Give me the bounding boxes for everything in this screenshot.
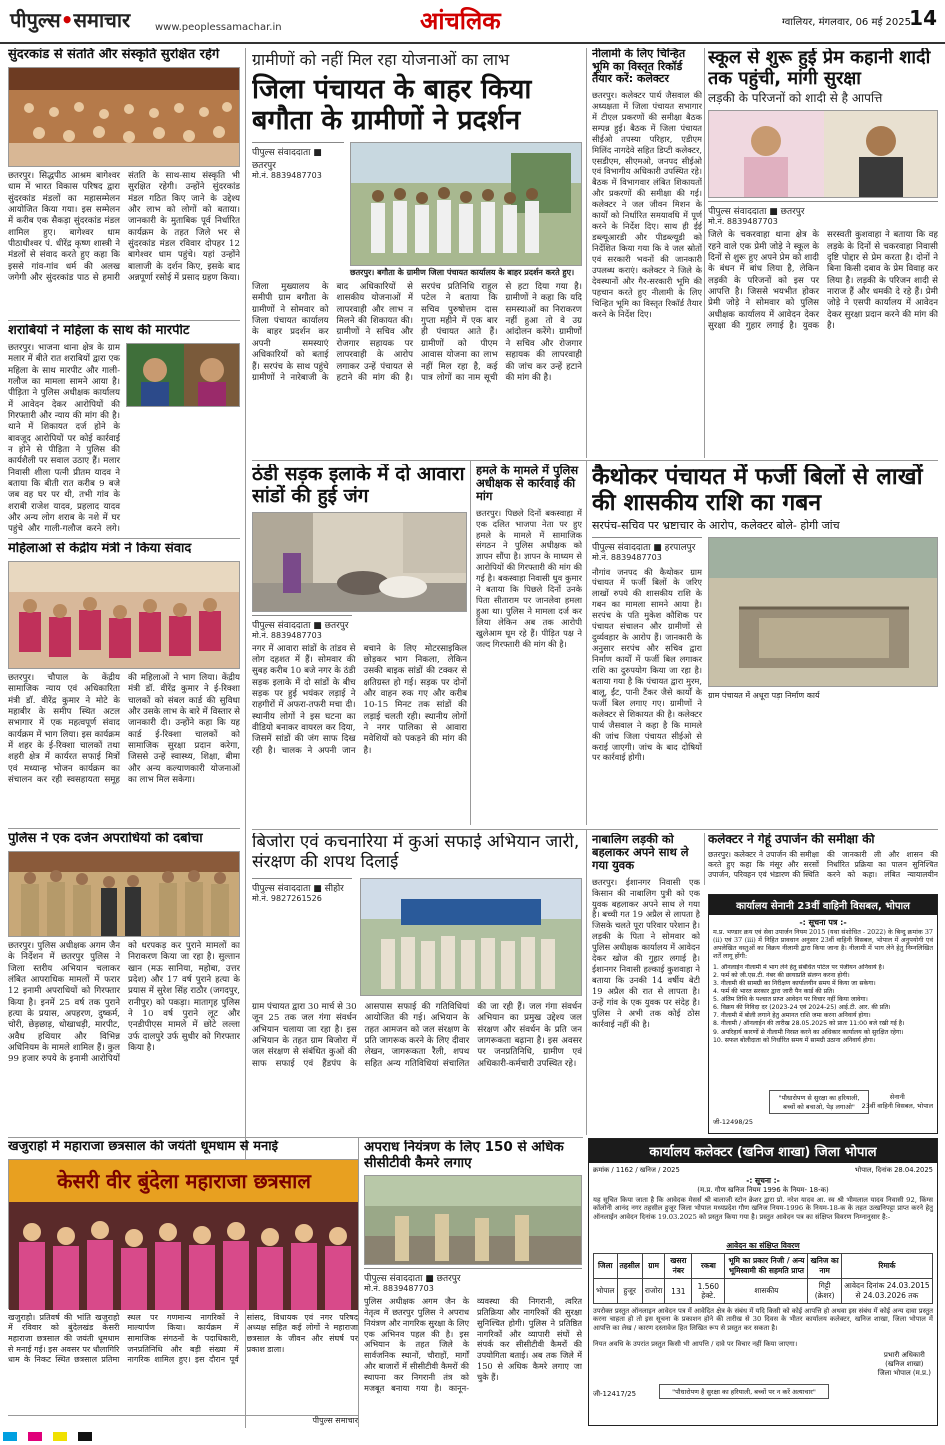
story-body: जिला मुख्यालय के समीपी ग्राम बगौता के ग्रामीणों ने सोमवार को जिला पंचायत कार्यालय के बाहर प्रदर्शन कर अपनी समस्याएं अधिकारियों को बताई हैं। सरपंच के साथ पहुंचे ग्रामीणों ने नारेबाजी के बाद अधिकारियों से शासकीय योजनाओं में लापरवाही और लाभ न मिलने की शिकायत की। ग्रामीणों ने सचिव और रोजगार सहायक पर लापरवाही के आरोप लगाकर उन्हें पंचायत से हटाने की मांग की है। सरपंच प्रतिनिधि राहुल पटेल ने बताया कि सचिव पुरुषोत्तम दास गुप्ता महीने में एक बार ही पंचायत आते हैं। ग्रामीणों को पीएम आवास योजना का लाभ नहीं मिल रहा है, कई पात्र लोगों का नाम सूची से हटा दिया गया है। ग्रामीणों ने कहा कि यदि समस्याओं का निराकरण नहीं हुआ तो वे उग्र आंदोलन करेंगे। ग्रामीणों ने सचिव और रोजगार सहायक की लापरवाही की जांच कर उन्हें हटाने की मांग की है। — [252, 282, 582, 383]
column-divider — [470, 460, 471, 825]
ad-signatory — [862, 1092, 933, 1110]
headline: नीलामी के लिए चिन्हित भूमि का विस्तृत रिकॉर्ड तैयार करें: कलेक्टर — [592, 48, 686, 86]
headline: शराबियों ने महिला के साथ की मारपीट — [8, 324, 190, 338]
protest-photo — [350, 142, 582, 266]
story-body: छतरपुर। चौपाल के केंद्रीय सामाजिक न्याय एवं अधिकारिता मंत्री डॉ. वीरेंद्र कुमार ने मोटे के महाबीर के समीप स्थित अटल सभागार में एक महत्वपूर्ण संवाद कार्यक्रम में भाग लिया। इस कार्यक्रम में शहर के ई-रिक्शा चालकों तथा शहरी क्षेत्र में कार्यरत सफाई मित्रों एवं मध्यान्ह भोजन कार्यक्रम का संचालन कर रही स्वसहायता समूह की महिलाओं ने भाग लिया। केंद्रीय मंत्री डॉ. वीरेंद्र कुमार ने ई-रिक्शा चालकों को संबल कार्ड की सुविधा और उसके लाभ के बारे में विस्तार से जानकारी दी। उन्होंने कहा कि यह कार्ड ई-रिक्शा चालकों को सामाजिक सुरक्षा प्रदान करेगा, जिससे उन्हें स्वास्थ्य, शिक्षा, बीमा और अन्य कल्याणकारी योजनाओं का लाभ मिल सकेगा। — [8, 672, 240, 786]
construction-photo — [708, 537, 938, 687]
story-body: जिले के चकरवाहा थाना क्षेत्र के रहने वाले एक प्रेमी जोड़े ने स्कूल के दिनों से शुरू हुए अपने प्रेम को शादी के बंधन में बांध लिया है, लेकिन लड़की के परिजनों को इस पर आपत्ति है। जिससे भयभीत होकर प्रेमी जोड़े ने सोमवार को पुलिस अधीक्षक कार्यालय में आवेदन देकर सुरक्षा की गुहार लगाई है। युवक सरस्वती कुशवाहा ने बताया कि वह लड़के के दिनों से चकरवाहा निवासी दृष्टि पोद्दार से प्रेम करता है। दोनों ने बिना किसी दबाव के प्रेम विवाह कर लिया है। लड़की के परिजन शादी से नाराज हैं और धमकी दे रहे हैं। प्रेमी जोड़े ने एसपी कार्यालय में आवेदन देकर सुरक्षा प्रदान करने की मांग की है। — [708, 230, 938, 331]
story-body: नौगांव जनपद की कैथोकर ग्राम पंचायत में फर्जी बिलों के जरिए लाखों रुपये की शासकीय राशि के गबन का मामला सामने आया है। सरपंच के पति मुकेश कौशिक पर पंचायत संचालन और ग्रामीणों से दुर्व्यवहार के आरोप हैं। जानकारी के अनुसार सरपंच और सचिव द्वारा निर्माण कार्यों में फर्जी बिल लगाकर राशि का दुरुपयोग किया जा रहा है। बताया गया है कि पंचायत द्वारा मुरम, बालू, ईंट, पानी टैंकर जैसे कार्यों के फर्जी बिल लगाए गए। ग्रामीणों ने कलेक्टर से शिकायत की है। कलेक्टर पार्थ जैसवाल ने कहा है कि मामले की जांच जिला पंचायत सीईओ से कराई जाएगी। जांच के बाद दोषियों पर कार्रवाई होगी। — [592, 566, 702, 763]
headline: नाबालिग लड़की को बहलाकर अपने साथ ले गया युवक — [592, 833, 689, 873]
headline: स्कूल से शुरू हुई प्रेम कहानी शादी तक पहुंची, मांगी सुरक्षा — [708, 48, 931, 89]
brand-dot-icon: • — [60, 8, 74, 32]
ad-condition: 9. अपरिहार्य कारणों से नीलामी निरस्त करने का अधिकार कार्यालय को सुरक्षित रहेगा। — [713, 1028, 904, 1036]
ad-khanij-notice — [588, 1138, 938, 1426]
story-prem — [708, 48, 938, 458]
ad-subtitle: -: सूचना पत्र :- — [799, 918, 847, 927]
headline: कलेक्टर ने गेहूं उपार्जन की समीक्षा की — [708, 833, 875, 846]
story-body: नगर में आवारा सांडों के तांडव से लोग दहशत में हैं। सोमवार की सुबह करीब 10 बजे नगर के ठंडी सड़क इलाके में दो सांडों के बीच सड़क पर हुई भयंकर लड़ाई ने राहगीरों में अफरा-तफरी मचा दी। स्थानीय लोगों ने इस घटना का वीडियो बनाकर वायरल कर दिया, जिसमें सांडों की जंग साफ दिख रही है। चालक ने अपनी जान बचाने के लिए मोटरसाइकिल छोड़कर भाग निकला, लेकिन उसकी बाइक सांडों की टक्कर से क्षतिग्रस्त हो गई। सड़क पर दोनों और वाहन रुक गए और करीब 10-15 मिनट तक सांडों की लड़ाई चलती रही। स्थानीय लोगों ने नगर पालिका से आवारा मवेशियों को पकड़ने की मांग की है। — [252, 643, 467, 756]
table-cell: हुजूर — [617, 1279, 642, 1304]
ad-condition: 7. नीलामी में बोली लगाने हेतु अमानत राशि जमा करना अनिवार्य होगा। — [713, 1012, 871, 1020]
ad-conditions-list — [709, 964, 937, 1088]
headline: बिजोरा एवं कचनारिया में कुआं सफाई अभियान जारी, संरक्षण की शपथ दिलाई — [252, 833, 580, 872]
ad-date: भोपाल, दिनांक 28.04.2025 — [854, 1166, 933, 1174]
section-title: आंचलिक — [420, 7, 501, 35]
ad-officer-line: प्रभारी अधिकारी — [883, 1350, 925, 1359]
crowd-photo — [8, 67, 240, 167]
story-body: छतरपुर। पुलिस अधीक्षक अगम जैन के निर्देशन में छतरपुर पुलिस ने जिला स्तरीय अभियान चलाकर लंबित आपराधिक मामलों में फरार 12 इनामी अपराधियों को गिरफ्तार किया है। इनमें 25 वर्ष तक पुराने हत्या के प्रयास, अपहरण, दुष्कर्म, चोरी, छेड़छाड़, धोखाधड़ी, मारपीट, अवैध हथियार और विभिन्न अधिनियम के मामले शामिल हैं। कुल 99 हजार रुपये के इनामी आरोपियों को धरपकड़ कर पुराने मामलों का निराकरण किया जा रहा है। सुल्तान खान (मऊ सानिया, महोबा, उत्तर प्रदेश) और 17 वर्ष पुराने हत्या के प्रयास में सुरेश सिंह राठौर (जगदपुर, रानीपुर) को पकड़ा। मातागृह पुलिस ने 10 वर्ष पुराने लूट और एनडीपीएस मामले में छोटे लल्ला उर्फ दालपुरे उर्फ सुधीर को गिरफ्तार किया है। — [8, 940, 240, 1065]
headline: अपराध नियंत्रण के लिए 150 से अधिक सीसीटीवी कैमरे लगाए — [364, 1140, 564, 1171]
couple-photo — [708, 110, 938, 198]
column-divider — [586, 48, 587, 458]
ad-slogan: "पौधारोपण है सुरक्षा का हरियाली, बच्चों पर न करें अत्याचार" — [659, 1384, 829, 1399]
ad-condition: 2. फर्म को जी.एस.टी. नंबर की छायाप्रति संलग्न करना होगी। — [713, 972, 850, 980]
ad-notice-2: नियत अवधि के उपरांत प्रस्तुत किसी भी आपत्ति / दावे पर विचार नहीं किया जाएगा। — [593, 1340, 798, 1348]
ad-sign-line: 23वीं वाहिनी विसबल, भोपाल — [861, 1102, 933, 1110]
ad-condition: 1. ऑनलाईन नीलामी में भाग लेने हेतु संबंधित पोर्टल पर पंजीयन अनिवार्य है। — [713, 964, 885, 971]
story-sundarkand — [8, 48, 240, 316]
police-photo — [8, 851, 240, 937]
ad-slogan: "पौधारोपण से सुरक्षा का हरियाली, बच्चों को बचाओ, पेड़ लगाओ" — [769, 1090, 869, 1114]
story-body: छतरपुर। सिद्धपीठ आश्रम बागेश्वर धाम में भारत विकास परिषद द्वारा सुंदरकांड मंडलों का महासम्मेलन आयोजित किया गया। इस सम्मेलन में करीब एक सैकड़ा सुंदरकांड मंडल शामिल हुए। बागेश्वर धाम पीठाधीश्वर पं. धीरेंद्र कृष्ण शास्त्री ने मंडलों से संवाद करते हुए कहा कि इससे गांव-गांव धर्म की अलख जगेगी और सुंदरकांड पाठ से हमारी संतति के साथ-साथ संस्कृति भी सुरक्षित रहेगी। उन्होंने सुंदरकांड मंडल गठित किए जाने के उद्देश्य और लाभ को लोगों को बताया। जानकारी के मुताबिक पूर्व निर्धारित कार्यक्रम के तहत जिले भर से सुंदरकांड मंडल रविवार दोपहर 12 बागेश्वर धाम पहुंचे। यहां उन्होंने बालाजी के दर्शन किए, इसके बाद अन्नपूर्णा रसोई में प्रसाद ग्रहण किया। — [8, 170, 240, 284]
brand-part-b: समाचार — [73, 8, 131, 32]
event-banner: केसरी वीर बुंदेला महाराजा छत्रसाल — [9, 1160, 358, 1202]
group-photo-people — [9, 1202, 358, 1310]
table-cell: आवेदन दिनांक 24.03.2015 से 24.03.2026 तक — [841, 1279, 932, 1304]
ad-condition: 4. फर्म की भारत सरकार द्वारा जारी पैन कार्ड की प्रति। — [713, 988, 835, 996]
ad-table-title: आवेदन का संक्षिप्त विवरण — [726, 1241, 800, 1250]
ad-condition: 10. सफल बोलीदाता को निर्धारित समय में सामग्री उठाना अनिवार्य होगा। — [713, 1036, 876, 1044]
ad-notice: उपरोक्त प्रस्तुत ऑनलाइन आवेदन पत्र में आवेदित क्षेत्र के संबंध में यदि किसी को कोई आपत्ति हो अथवा इस संबंध में कोई अन्य दावा प्रस्तुत करना चाहता हो तो इस सूचना के प्रकाशन होने की तारीख से 30 दिवस के भीतर कार्यालय कलेक्टर, खनिज शाखा, जिला भोपाल में आपत्ति का लेख / कारण दस्तावेज हित लिखित रूप से प्रस्तुत कर सकता है। — [593, 1307, 933, 1332]
photo-caption: छतरपुर। बगौता के ग्रामीण जिला पंचायत कार्यालय के बाहर प्रदर्शन करते हुए। — [350, 268, 575, 278]
story-hamla — [476, 464, 582, 824]
brand-part-a: पीपुल्स — [10, 8, 61, 32]
magenta-swatch — [28, 1432, 42, 1441]
table-cell: शासकीय — [725, 1279, 808, 1304]
story-mahila — [8, 542, 240, 822]
byline: पीपुल्स संवाददाता ■ छतरपुर — [708, 201, 938, 217]
story-kathokar — [592, 464, 938, 824]
story-bijora — [252, 833, 582, 1133]
table-cell: भोपाल — [594, 1279, 618, 1304]
cctv-photo — [364, 1175, 582, 1265]
well-cleaning-photo — [360, 878, 582, 996]
ad-details-table — [593, 1253, 933, 1304]
ad-condition: 5. अंतिम तिथि के पश्चात प्राप्त आवेदन पर विचार नहीं किया जावेगा। — [713, 996, 868, 1004]
mobile-number: मो.नं. 8839487703 — [252, 630, 322, 640]
byline: पीपुल्स संवाददाता ■ सीहोर — [252, 878, 352, 894]
ad-intro: म.प्र. भण्डार क्रय एवं सेवा उपार्जन नियम 2015 (यथा संशोधित - 2022) के बिन्दु क्रमांक 37 (ii) एवं 37 (iii) में निहित प्रावधान अनुसार 23वीं वाहिनी विसबल, भोपाल में अनुपयोगी एवं अपलेखित वस्तुओं का विक्रय नीलामी द्वारा किया जाना है। नीलामी में भाग लेने हेतु निम्नलिखित शर्तें लागू होंगी: — [713, 928, 933, 960]
dateline: ग्वालियर, मंगलवार, 06 मई 2025 — [782, 17, 911, 28]
byline: पीपुल्स संवाददाता ■ छतरपुर — [252, 142, 344, 171]
ad-officer-line: जिला भोपाल (म.प्र.) — [877, 1368, 931, 1377]
woman-photo — [126, 343, 240, 407]
story-gehun — [708, 833, 938, 891]
ad-condition: 8. नीलामी / ऑनलाईन की तारीख 28.05.2025 को प्रातः 11:00 बजे रखी गई है। — [713, 1020, 905, 1028]
table-header-cell: भूमि का प्रकार निजी / अन्य भूमिस्वामी की सहमति प्राप्त — [725, 1254, 808, 1279]
table-header-cell: ग्राम — [642, 1254, 665, 1279]
story-khajuraho — [8, 1140, 358, 1426]
byline: पीपुल्स संवाददाता ■ छतरपुर — [252, 615, 352, 631]
table-header-cell: खनिज का नाम — [808, 1254, 841, 1279]
ad-subtitle: -: सूचना :- — [746, 1176, 780, 1185]
mobile-number: मो.नं. 8839487703 — [364, 1284, 434, 1294]
cyan-swatch — [3, 1432, 17, 1441]
bulls-photo — [252, 512, 467, 612]
byline: पीपुल्स संवाददाता ■ हरपालपुर — [592, 537, 702, 553]
black-swatch — [78, 1432, 92, 1441]
headline: हमले के मामले में पुलिस अधीक्षक से कार्रवाई की मांग — [476, 464, 579, 504]
ad-footer-ref: जी-12417/25 — [593, 1389, 637, 1398]
headline: पुलिस ने एक दर्जन अपराधियों को दबोचा — [8, 832, 203, 846]
story-body: छतरपुर। कलेक्टर ने उपार्जन की समीक्षा करते हुए कहा कि मंसूर और सरसों उपार्जन, परिवहन एवं भंडारण की स्थिति की जानकारी ली और शासन की निर्धारित प्रक्रिया का पालन सुनिश्चित करने को कहा। लंबित न्यायालयीन — [708, 849, 938, 879]
story-body: पुलिस अधीक्षक अगम जैन के नेतृत्व में छतरपुर पुलिस ने अपराध नियंत्रण और नागरिक सुरक्षा के लिए एक अभिनव पहल की है। इस अभियान के तहत जिले के सार्वजनिक स्थानों, चौराहों, मार्गों और बाजारों में सीसीटीवी कैमरों की स्थापना कर निगरानी तंत्र को मजबूत बनाया गया है। कानून-व्यवस्था की निगरानी, त्वरित प्रतिक्रिया और नागरिकों की सुरक्षा सुनिश्चित होगी। पुलिस ने प्रतिष्ठित नागरिकों और व्यापारी संघों से संपर्क कर सीसीटीवी कैमरों की उपयोगिता बताई। अब तक जिले में 150 से अधिक कैमरे लगाए जा चुके हैं। — [364, 1296, 582, 1393]
table-header-row — [594, 1254, 933, 1279]
divider — [252, 829, 938, 830]
story-body: छतरपुर। ईशानगर निवासी एक किसान की नाबालिग पुत्री को एक युवक बहलाकर अपने साथ ले गया है। बच्ची गत 19 अप्रैल से लापता है जिसके चलते पूरा परिवार परेशान है। लड़की के पिता ने सोमवार को पुलिस अधीक्षक कार्यालय में आवेदन देकर खोज की गुहार लगाई है। ईशानगर निवासी हल्काई कुशवाहा ने बताया कि उनकी 14 वर्षीय बेटी 19 अप्रैल की रात से लापता है। उन्हें गांव के एक युवक पर संदेह है। पुलिस ने अभी तक कोई ठोस कार्रवाई नहीं की है। — [592, 876, 700, 1029]
headline: जिला पंचायत के बाहर किया बगौता के ग्रामीणों ने प्रदर्शन — [252, 74, 532, 137]
divider — [8, 538, 240, 539]
divider — [8, 828, 240, 829]
ad-rule: (म.प्र. गौण खनिज नियम 1996 के नियम- 18-क) — [697, 1186, 829, 1194]
table-cell: 131 — [665, 1279, 692, 1304]
column-divider — [586, 829, 587, 1135]
celebration-photo — [8, 1159, 358, 1309]
story-body: ग्राम पंचायत द्वारा 30 मार्च से 30 जून 25 तक जल गंगा संवर्धन अभियान चलाया जा रहा है। इस अभियान के तहत ग्राम बिजोरा में जल संरक्षण से संबंधित कुओं की साफ सफाई एवं हैंडपंप के आसपास सफाई की गतिविधियां आयोजित की गई। अभियान के तहत आमजन को जल संरक्षण के प्रति जागरूक करने के लिए दीवार लेखन, जागरूकता रैली, शपथ सहित अन्य गतिविधियां संचालित की जा रही हैं। जल गंगा संवर्धन अभियान का प्रमुख उद्देश्य जल संरक्षण और संवर्धन के प्रति जन जागरूकता बढ़ाना है। इस अवसर पर जनप्रतिनिधि, ग्रामीण एवं अधिकारी-कर्मचारी उपस्थित रहे। — [252, 1002, 582, 1069]
footer-label: पीपुल्स समाचार — [8, 1415, 358, 1426]
column-divider — [586, 460, 587, 825]
ad-officer-line: (खनिज शाखा) — [885, 1359, 924, 1368]
story-sand — [252, 464, 467, 824]
masthead — [0, 0, 945, 44]
website-url[interactable]: www.peoplessamachar.in — [155, 22, 282, 33]
ad-ref: जी-12498/25 — [713, 1118, 753, 1126]
yellow-swatch — [53, 1432, 67, 1441]
story-nilami — [592, 48, 702, 458]
ad-officer — [878, 1351, 931, 1378]
table-header-cell: रिमार्क — [841, 1254, 932, 1279]
headline: महिलाओं से केंद्रीय मंत्री ने किया संवाद — [8, 542, 192, 556]
headline: ठंडी सड़क इलाके में दो आवारा सांडों की हुई जंग — [252, 464, 465, 507]
table-header-cell: जिला — [594, 1254, 618, 1279]
ad-intro: यह सूचित किया जाता है कि आवेदक मेसर्स श्री बालाजी स्टोन क्रेशर द्वारा प्रो. नरेश यादव आ. स्व श्री भीमलाल यादव निवासी 92, किंग्स कॉलोनी आनंद नगर तहसील हुजूर जिला भोपाल मध्यप्रदेश गौण खनिज नियम-1996 के नियम-18-क के तहत उत्खनिपट्टा प्राप्त करने हेतु ऑनलाईन आवेदन दिनांक 19.03.2025 को प्रस्तुत किया गया है। प्रस्तुत आवेदन पत्र का संक्षिप्त विवरण निम्नानुसार है:- — [593, 1196, 933, 1221]
divider — [8, 320, 240, 321]
story-body: छतरपुर। भाजना थाना क्षेत्र के ग्राम मलार में बीते रात शराबियों द्वारा एक महिला के साथ मारपीट और गाली-गलौज का मामला सामने आया है। पीड़िता ने पुलिस अधीक्षक कार्यालय में आवेदन देकर आरोपियों की गिरफ्तारी और न्याय की मांग की है। थाने में शिकायत दर्ज होने के बावजूद आरोपियों पर कोई कार्रवाई न होने से पीड़िता ने पुलिस की कार्यशैली पर सवाल उठाए हैं। मलार निवासी शीला पत्नी प्रीतम यादव ने बताया कि बीती रात करीब 9 बजे जब वह घर पर थी, तभी गांव के शराबी राजेश यादव, प्रहलाद यादव और अन्य लोग शराब के नशे में घर पहुंचे और गाली-गलौज करने लगे। — [8, 342, 120, 534]
story-body: छतरपुर। कलेक्टर पार्थ जैसवाल की अध्यक्षता में जिला पंचायत सभागार में टीएल प्रकरणों की समीक्षा बैठक सम्पन्न हुई। बैठक में जिला पंचायत सीईओ तपस्या परिहार, एडीएम मिलिंद नागदेवे सहित डिप्टी कलेक्टर, एसडीएम, सीएमओ, जनपद सीईओ एवं विभागीय अधिकारी उपस्थित रहे। बैठक में विभागवार लंबित शिकायतों और प्रकरणों की समीक्षा की गई। कलेक्टर ने जल जीवन मिशन के कार्यों को निर्धारित समयावधि में पूर्ण करने के निर्देश दिए। साथ ही ईई डब्ल्यूआरडी और पीडब्ल्यूडी को निर्देशित किया गया कि वे जल स्रोतों एवं सरकारी भवनों की जानकारी उपलब्ध कराएं। कलेक्टर ने जिले के देवस्थानों और गैर-सरकारी भूमि की पहचान करते हुए नीलामी के लिए चिन्हित भूमि का विस्तृत रिकॉर्ड तैयार करने के निर्देश दिए। — [592, 89, 702, 319]
story-gramin — [252, 48, 582, 454]
brand-logo[interactable] — [10, 6, 130, 33]
divider — [362, 1137, 582, 1138]
byline: पीपुल्स संवाददाता ■ छतरपुर — [364, 1268, 582, 1284]
mobile-number: मो.नं. 8839487703 — [592, 552, 662, 562]
story-cctv — [364, 1140, 582, 1426]
table-row — [594, 1279, 933, 1304]
ad-sainani-notice — [708, 894, 938, 1134]
column-divider — [704, 48, 705, 458]
ad-condition: 3. नीलामी की सामग्री का निरीक्षण कार्यालयीन समय में किया जा सकेगा। — [713, 980, 876, 988]
story-body: छतरपुर। पिछले दिनों बकस्वाहा में एक दलित भाजपा नेता पर हुए हमले के मामले में सामाजिक संगठन ने पुलिस अधीक्षक को ज्ञापन सौंपा है। ज्ञापन के माध्यम से आरोपियों की गिरफ्तारी की मांग की गई है। बकस्वाहा निवासी धुव कुमार ने बताया कि पिछले दिनों उनके पिता सीताराम पर जानलेवा हमला हुआ था। पुलिस ने मामला दर्ज कर लिया लेकिन अब तक आरोपी खुलेआम घूम रहे हैं। पीड़ित पक्ष ने जल्द गिरफ्तारी की मांग की है। — [476, 507, 582, 649]
divider — [252, 460, 938, 461]
table-cell: राजोरा — [642, 1279, 665, 1304]
ad-title: कार्यालय सेनानी 23वीं वाहिनी विसबल, भोपाल — [709, 895, 937, 915]
headline: सुंदरकांड से संतति और संस्कृति सुरक्षित रहेंगे — [8, 48, 220, 62]
photo-caption: ग्राम पंचायत में अधूरा पड़ा निर्माण कार्य — [708, 690, 820, 700]
column-divider — [704, 833, 705, 885]
table-cell: गिट्टी (क्रेशर) — [808, 1279, 841, 1304]
headline: खजुराहो में महाराजा छत्रसाल की जयंती धूमधाम से मनाई — [8, 1140, 278, 1154]
print-color-bar — [0, 1428, 945, 1445]
meeting-photo — [8, 561, 240, 669]
column-divider — [358, 1137, 359, 1427]
ad-ref-no: क्रमांक / 1162 / खनिज / 2025 — [593, 1166, 680, 1174]
table-header-cell: तहसील — [617, 1254, 642, 1279]
story-body: खजुराहो। प्रतिवर्ष की भांति खजुराहो में रविवार को बुंदेलखंड केसरी महाराजा छत्रसाल की जयंती धूमधाम से मनाई गई। इस अवसर पर धौलागिरि धाम के निकट स्थित छत्रसाल प्रतिमा स्थल पर गणमान्य नागरिकों ने माल्यार्पण किया। कार्यक्रम में सामाजिक संगठनों के पदाधिकारी, जनप्रतिनिधि और बड़ी संख्या में नागरिक शामिल हुए। इस दौरान पूर्व सांसद, विधायक एवं नगर परिषद अध्यक्ष सहित कई लोगों ने महाराजा छत्रसाल के जीवन और संघर्ष पर प्रकाश डाला। — [8, 1312, 358, 1365]
page-number: 14 — [909, 6, 937, 30]
table-header-cell: रकबा — [692, 1254, 725, 1279]
table-header-cell: खसरा नंबर — [665, 1254, 692, 1279]
story-sharabi — [8, 324, 240, 534]
story-nabalig — [592, 833, 700, 1133]
story-police — [8, 832, 240, 1132]
table-cell: 1.560 हेक्टे. — [692, 1279, 725, 1304]
mobile-number: मो.नं. 8839487703 — [708, 217, 778, 227]
ad-sign-line: सेनानी — [889, 1093, 905, 1101]
mobile-number: मो.नं. 8839487703 — [252, 171, 322, 181]
kicker: ग्रामीणों को नहीं मिल रहा योजनाओं का लाभ — [252, 50, 510, 69]
subheadline: सरपंच-सचिव पर भ्रष्टाचार के आरोप, कलेक्टर बोले- होगी जांच — [592, 518, 840, 532]
ad-title: कार्यालय कलेक्टर (खनिज शाखा) जिला भोपाल — [589, 1139, 937, 1163]
subheadline: लड़की के परिजनों को शादी से है आपत्ति — [708, 91, 883, 106]
ad-condition: 6. विक्रय की निविदा दर (2023-24 एवं 2024-25) आई.टी. आर. की प्रति। — [713, 1004, 891, 1012]
mobile-number: मो.नं. 9827261526 — [252, 894, 322, 904]
headline: कैथोकर पंचायत में फर्जी बिलों से लाखों की शासकीय राशि का गबन — [592, 464, 923, 517]
